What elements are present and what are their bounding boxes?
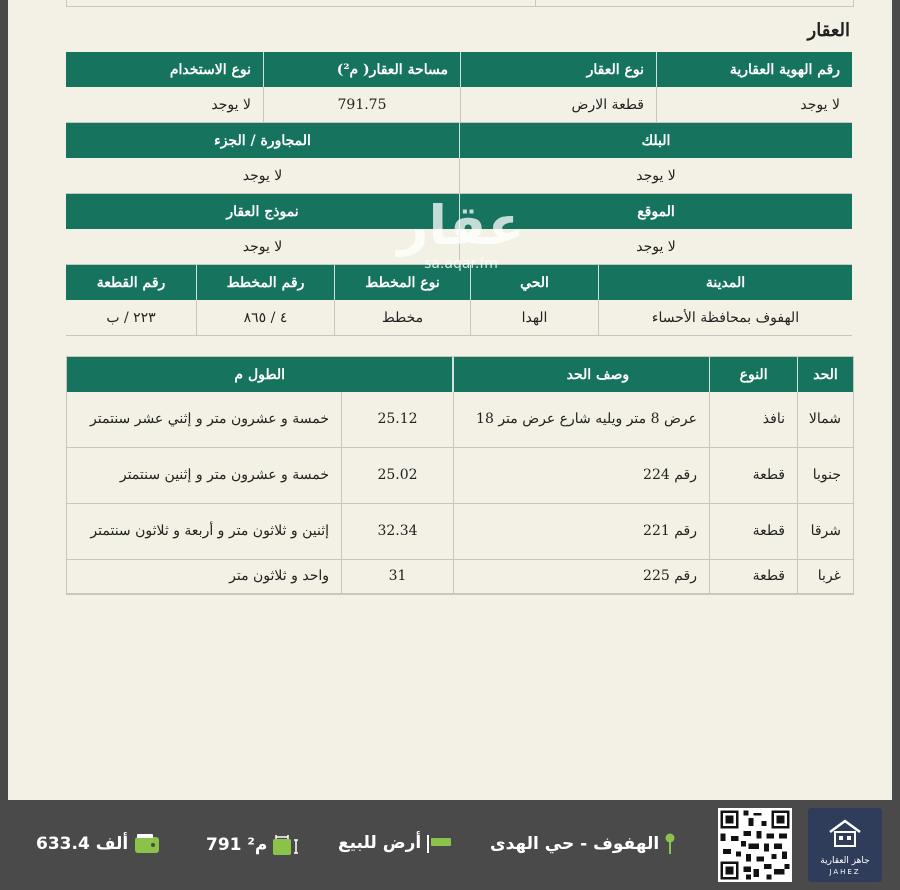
boundaries-table	[66, 356, 854, 595]
area-item	[206, 833, 301, 857]
area-text: 791 م²	[206, 835, 268, 855]
header-property-id: رقم الهوية العقارية	[656, 52, 852, 87]
price-text: 633.4 ألف	[36, 834, 129, 854]
pin-icon	[665, 833, 675, 855]
length-value-cell: 32.34	[341, 504, 453, 560]
length-value-cell: 31	[341, 560, 453, 594]
header-length-value	[452, 357, 453, 392]
table-row	[67, 560, 853, 594]
table-row	[67, 448, 853, 504]
wallet-icon	[134, 833, 160, 855]
description-cell: رقم 221	[453, 504, 709, 560]
header-plan-type: نوع المخطط	[334, 265, 470, 300]
value-property-type: قطعة الارض	[460, 87, 656, 123]
length-value-cell: 25.12	[341, 392, 453, 448]
side-cell: جنوبا	[797, 448, 853, 504]
value-plot-number: ٢٢٣ / ب	[66, 300, 196, 336]
value-location: لا يوجد	[459, 229, 852, 265]
value-city: الهفوف بمحافظة الأحساء	[598, 300, 852, 336]
description-cell: رقم 224	[453, 448, 709, 504]
deed-document	[8, 0, 892, 800]
table-row	[67, 504, 853, 560]
length-text-cell: خمسة و عشرون متر و إثنين سنتمتر	[67, 448, 341, 504]
header-district: الحي	[470, 265, 598, 300]
header-location: الموقع	[459, 194, 852, 229]
description-cell: رقم 225	[453, 560, 709, 594]
header-area: مساحة العقار( م²)	[263, 52, 460, 87]
header-property-type: نوع العقار	[460, 52, 656, 87]
location-text: الهفوف - حي الهدى	[490, 834, 660, 854]
value-usage: لا يوجد	[66, 87, 263, 123]
value-property-model: لا يوجد	[66, 229, 459, 265]
land-icon	[427, 833, 453, 853]
value-plan-type: مخطط	[334, 300, 470, 336]
side-cell: غربا	[797, 560, 853, 594]
length-text-cell: خمسة و عشرون متر و إثني عشر سنتمتر	[67, 392, 341, 448]
header-property-model: نموذج العقار	[66, 194, 459, 229]
header-plan-number: رقم المخطط	[196, 265, 334, 300]
description-cell: عرض 8 متر ويليه شارع عرض متر 18	[453, 392, 709, 448]
property-table	[66, 52, 852, 336]
logo-text: جاهز العقارية	[820, 856, 870, 866]
length-text-cell: واحد و ثلاثون متر	[67, 560, 341, 594]
value-area: 791.75	[263, 87, 460, 123]
listing-type-item	[338, 833, 453, 853]
header-city: المدينة	[598, 265, 852, 300]
table-row	[67, 392, 853, 448]
value-neighborhood-part: لا يوجد	[66, 158, 459, 194]
qr-code[interactable]	[718, 808, 792, 882]
value-block: لا يوجد	[459, 158, 852, 194]
house-logo-icon	[826, 818, 864, 848]
header-block: البلك	[459, 123, 852, 158]
header-length: الطول م	[67, 357, 452, 392]
type-cell: نافذ	[709, 392, 797, 448]
jahez-logo	[808, 808, 882, 882]
header-side: الحد	[797, 357, 853, 392]
price-item	[36, 833, 160, 855]
location-item	[490, 833, 675, 855]
header-neighborhood-part: المجاورة / الجزء	[66, 123, 459, 158]
listing-type-text: أرض للبيع	[338, 833, 422, 853]
type-cell: قطعة	[709, 560, 797, 594]
value-plan-number: ٤ / ٨٦٥	[196, 300, 334, 336]
previous-table-edge	[66, 0, 854, 7]
side-cell: شمالا	[797, 392, 853, 448]
type-cell: قطعة	[709, 448, 797, 504]
header-description: وصف الحد	[453, 357, 709, 392]
value-district: الهدا	[470, 300, 598, 336]
header-type: النوع	[709, 357, 797, 392]
area-icon	[273, 833, 301, 857]
value-property-id: لا يوجد	[656, 87, 852, 123]
length-text-cell: إثنين و ثلاثون متر و أربعة و ثلاثون سنتمتر	[67, 504, 341, 560]
watermark-brand: عقار	[397, 194, 525, 257]
side-cell: شرقا	[797, 504, 853, 560]
header-plot-number: رقم القطعة	[66, 265, 196, 300]
logo-subtext: JAHEZ	[829, 868, 861, 876]
section-title: العقار	[807, 20, 850, 41]
header-usage: نوع الاستخدام	[66, 52, 263, 87]
watermark-url: sa.aqar.fm	[424, 256, 498, 272]
length-value-cell: 25.02	[341, 448, 453, 504]
type-cell: قطعة	[709, 504, 797, 560]
